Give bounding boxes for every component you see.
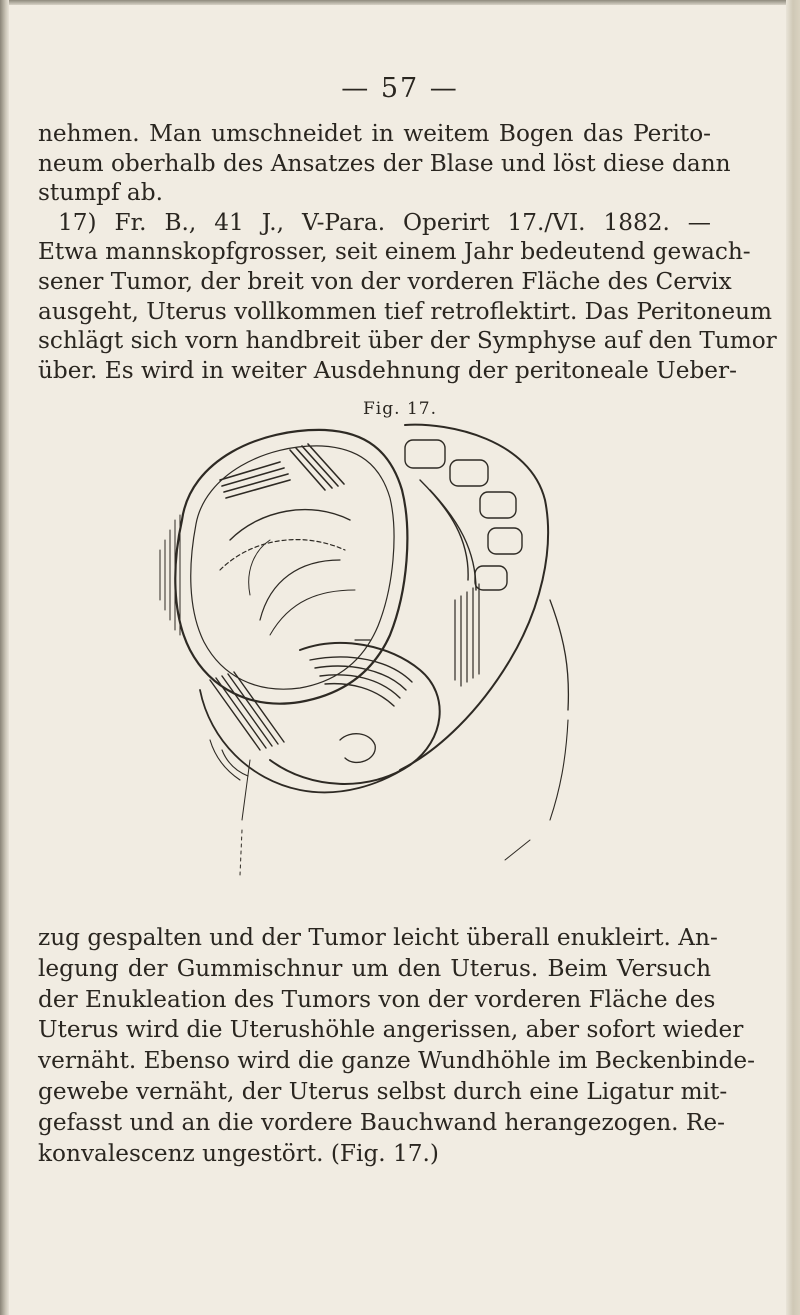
- text-line: 17) Fr. B., 41 J., V-Para. Operirt 17./VI. 1882. —: [58, 208, 711, 236]
- figure-caption: Fig. 17.: [363, 399, 437, 419]
- bottom-paragraph: [38, 923, 755, 1169]
- page-top-edge: [0, 0, 800, 5]
- text-line: gewebe vernäht, der Uterus selbst durch eine Ligatur mit-: [38, 1077, 728, 1105]
- text-line: stumpf ab.: [38, 179, 163, 207]
- page-right-edge: [786, 0, 800, 1315]
- text-line: konvalescenz ungestört. (Fig. 17.): [38, 1139, 439, 1167]
- text-line: nehmen. Man umschneidet in weitem Bogen das Perito-: [38, 120, 711, 147]
- text-line: gefasst und an die vordere Bauchwand herangezogen. Re-: [38, 1108, 725, 1136]
- text-line: neum oberhalb des Ansatzes der Blase und löst diese dann: [38, 149, 731, 177]
- text-line: sener Tumor, der breit von der vorderen Fläche des Cervix: [38, 267, 732, 295]
- anatomical-illustration: [150, 420, 590, 890]
- text-line: der Enukleation des Tumors von der vorderen Fläche des: [38, 985, 716, 1013]
- pelvis-section-drawing: [150, 420, 590, 890]
- text-line: Etwa mannskopfgrosser, seit einem Jahr bedeutend gewach-: [38, 238, 751, 266]
- text-line: legung der Gummischnur um den Uterus. Beim Versuch: [38, 954, 711, 982]
- text-line: vernäht. Ebenso wird die ganze Wundhöhle im Beckenbinde-: [38, 1047, 755, 1075]
- text-line: zug gespalten und der Tumor leicht überall enukleirt. An-: [38, 924, 718, 951]
- text-line: schlägt sich vorn handbreit über der Symphyse auf den Tumor: [38, 327, 777, 355]
- text-line: Uterus wird die Uterushöhle angerissen, aber sofort wieder: [38, 1016, 744, 1044]
- text-line: über. Es wird in weiter Ausdehnung der peritoneale Ueber-: [38, 356, 737, 384]
- page-left-edge: [0, 0, 9, 1315]
- text-line: ausgeht, Uterus vollkommen tief retroflektirt. Das Peritoneum: [38, 297, 773, 325]
- page-number: — 57 —: [341, 73, 459, 104]
- top-paragraph: [38, 119, 777, 385]
